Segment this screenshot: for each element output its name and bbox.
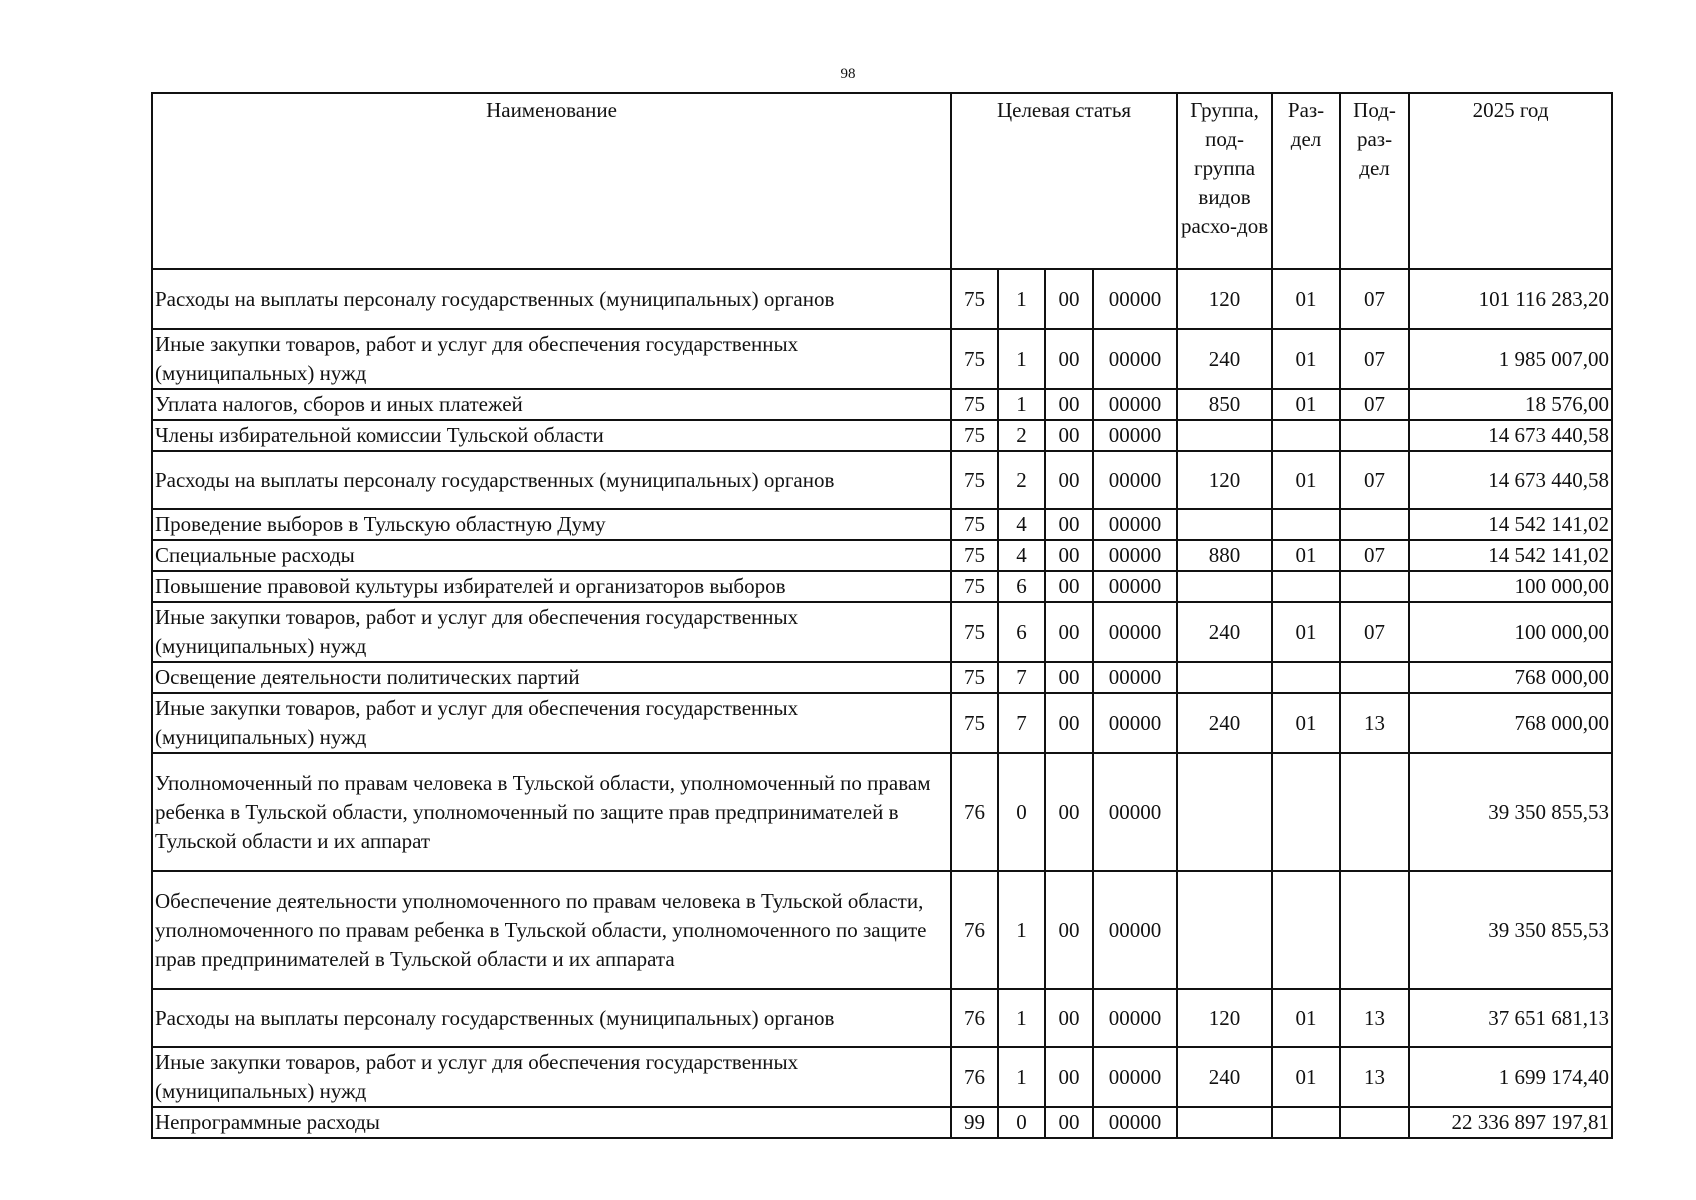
subsection-cell: 07 — [1340, 602, 1409, 662]
target-direction-cell: 00000 — [1093, 451, 1177, 509]
target-main-event-cell: 00 — [1045, 602, 1093, 662]
table-row — [152, 693, 1612, 753]
target-subprogram-cell: 1 — [998, 269, 1045, 329]
target-main-event-cell: 00 — [1045, 269, 1093, 329]
table-row — [152, 540, 1612, 571]
amount-cell: 39 350 855,53 — [1409, 753, 1612, 871]
target-program-cell: 75 — [951, 662, 998, 693]
expense-group-cell: 120 — [1177, 451, 1272, 509]
amount-cell: 14 542 141,02 — [1409, 540, 1612, 571]
expense-group-cell: 850 — [1177, 389, 1272, 420]
amount-cell: 14 673 440,58 — [1409, 420, 1612, 451]
expense-group-cell: 120 — [1177, 989, 1272, 1047]
target-program-cell: 75 — [951, 571, 998, 602]
subsection-cell — [1340, 1107, 1409, 1138]
section-cell — [1272, 571, 1340, 602]
target-main-event-cell: 00 — [1045, 989, 1093, 1047]
header-name: Наименование — [152, 93, 951, 269]
target-subprogram-cell: 7 — [998, 662, 1045, 693]
target-program-cell: 75 — [951, 389, 998, 420]
amount-cell: 37 651 681,13 — [1409, 989, 1612, 1047]
target-direction-cell: 00000 — [1093, 509, 1177, 540]
target-program-cell: 76 — [951, 1047, 998, 1107]
target-subprogram-cell: 0 — [998, 1107, 1045, 1138]
expense-group-cell: 120 — [1177, 269, 1272, 329]
target-program-cell: 75 — [951, 269, 998, 329]
target-program-cell: 75 — [951, 540, 998, 571]
target-subprogram-cell: 0 — [998, 753, 1045, 871]
target-main-event-cell: 00 — [1045, 329, 1093, 389]
expense-group-cell: 240 — [1177, 1047, 1272, 1107]
subsection-cell: 07 — [1340, 389, 1409, 420]
amount-cell: 14 542 141,02 — [1409, 509, 1612, 540]
expense-group-cell: 240 — [1177, 329, 1272, 389]
table-row — [152, 1047, 1612, 1107]
amount-cell: 1 985 007,00 — [1409, 329, 1612, 389]
row-name-cell: Иные закупки товаров, работ и услуг для обеспечения государственных (муниципальных) нужд — [152, 693, 951, 753]
row-name-cell: Проведение выборов в Тульскую областную Думу — [152, 509, 951, 540]
table-row — [152, 451, 1612, 509]
target-main-event-cell: 00 — [1045, 1107, 1093, 1138]
target-direction-cell: 00000 — [1093, 389, 1177, 420]
target-main-event-cell: 00 — [1045, 1047, 1093, 1107]
target-program-cell: 75 — [951, 451, 998, 509]
target-subprogram-cell: 6 — [998, 602, 1045, 662]
page-number: 98 — [840, 66, 856, 82]
section-cell — [1272, 662, 1340, 693]
row-name-cell: Специальные расходы — [152, 540, 951, 571]
section-cell: 01 — [1272, 329, 1340, 389]
subsection-cell: 13 — [1340, 989, 1409, 1047]
section-cell: 01 — [1272, 602, 1340, 662]
subsection-cell: 07 — [1340, 451, 1409, 509]
target-main-event-cell: 00 — [1045, 389, 1093, 420]
header-row — [152, 93, 1612, 269]
subsection-cell — [1340, 871, 1409, 989]
target-direction-cell: 00000 — [1093, 753, 1177, 871]
target-direction-cell: 00000 — [1093, 693, 1177, 753]
section-cell — [1272, 871, 1340, 989]
target-subprogram-cell: 1 — [998, 1047, 1045, 1107]
row-name-cell: Повышение правовой культуры избирателей и организаторов выборов — [152, 571, 951, 602]
amount-cell: 100 000,00 — [1409, 571, 1612, 602]
table-row — [152, 753, 1612, 871]
table-row — [152, 871, 1612, 989]
row-name-cell: Иные закупки товаров, работ и услуг для обеспечения государственных (муниципальных) нужд — [152, 602, 951, 662]
amount-cell: 39 350 855,53 — [1409, 871, 1612, 989]
target-program-cell: 75 — [951, 420, 998, 451]
section-cell — [1272, 509, 1340, 540]
subsection-cell — [1340, 662, 1409, 693]
row-name-cell: Уполномоченный по правам человека в Тульской области, уполномоченный по правам ребенка в Тульской области, уполномоченный по защите прав предпринимателей в Тульской области и их аппарат — [152, 753, 951, 871]
expense-group-cell: 240 — [1177, 602, 1272, 662]
target-subprogram-cell: 1 — [998, 989, 1045, 1047]
target-program-cell: 99 — [951, 1107, 998, 1138]
row-name-cell: Иные закупки товаров, работ и услуг для обеспечения государственных (муниципальных) нужд — [152, 1047, 951, 1107]
amount-cell: 768 000,00 — [1409, 662, 1612, 693]
table-row — [152, 989, 1612, 1047]
header-group: Группа, под-группа видов расхо-дов — [1177, 93, 1272, 269]
target-direction-cell: 00000 — [1093, 662, 1177, 693]
target-subprogram-cell: 4 — [998, 509, 1045, 540]
table-row — [152, 602, 1612, 662]
target-subprogram-cell: 4 — [998, 540, 1045, 571]
section-cell: 01 — [1272, 269, 1340, 329]
target-direction-cell: 00000 — [1093, 602, 1177, 662]
row-name-cell: Расходы на выплаты персоналу государственных (муниципальных) органов — [152, 269, 951, 329]
expense-group-cell — [1177, 420, 1272, 451]
target-subprogram-cell: 1 — [998, 329, 1045, 389]
row-name-cell: Иные закупки товаров, работ и услуг для обеспечения государственных (муниципальных) нужд — [152, 329, 951, 389]
section-cell — [1272, 1107, 1340, 1138]
target-subprogram-cell: 2 — [998, 451, 1045, 509]
subsection-cell — [1340, 509, 1409, 540]
amount-cell: 768 000,00 — [1409, 693, 1612, 753]
target-program-cell: 76 — [951, 989, 998, 1047]
header-target: Целевая статья — [951, 93, 1177, 269]
amount-cell: 100 000,00 — [1409, 602, 1612, 662]
budget-table — [151, 92, 1613, 1139]
target-main-event-cell: 00 — [1045, 540, 1093, 571]
target-direction-cell: 00000 — [1093, 540, 1177, 571]
table-row — [152, 1107, 1612, 1138]
row-name-cell: Расходы на выплаты персоналу государственных (муниципальных) органов — [152, 451, 951, 509]
amount-cell: 14 673 440,58 — [1409, 451, 1612, 509]
target-main-event-cell: 00 — [1045, 753, 1093, 871]
subsection-cell — [1340, 571, 1409, 602]
target-direction-cell: 00000 — [1093, 571, 1177, 602]
expense-group-cell — [1177, 662, 1272, 693]
row-name-cell: Члены избирательной комиссии Тульской области — [152, 420, 951, 451]
amount-cell: 22 336 897 197,81 — [1409, 1107, 1612, 1138]
target-subprogram-cell: 7 — [998, 693, 1045, 753]
section-cell — [1272, 753, 1340, 871]
target-program-cell: 76 — [951, 753, 998, 871]
row-name-cell: Уплата налогов, сборов и иных платежей — [152, 389, 951, 420]
subsection-cell: 13 — [1340, 693, 1409, 753]
amount-cell: 101 116 283,20 — [1409, 269, 1612, 329]
header-subsection: Под-раз-дел — [1340, 93, 1409, 269]
target-main-event-cell: 00 — [1045, 509, 1093, 540]
header-year: 2025 год — [1409, 93, 1612, 269]
target-direction-cell: 00000 — [1093, 420, 1177, 451]
amount-cell: 18 576,00 — [1409, 389, 1612, 420]
table-row — [152, 420, 1612, 451]
row-name-cell: Непрограммные расходы — [152, 1107, 951, 1138]
section-cell: 01 — [1272, 1047, 1340, 1107]
target-main-event-cell: 00 — [1045, 662, 1093, 693]
target-direction-cell: 00000 — [1093, 1047, 1177, 1107]
target-direction-cell: 00000 — [1093, 989, 1177, 1047]
section-cell: 01 — [1272, 451, 1340, 509]
row-name-cell: Обеспечение деятельности уполномоченного по правам человека в Тульской области, уполномоченного по правам ребенка в Тульской области, уполномоченного по защите прав предпринимателей в Тульской области и их аппарата — [152, 871, 951, 989]
target-main-event-cell: 00 — [1045, 420, 1093, 451]
target-direction-cell: 00000 — [1093, 269, 1177, 329]
expense-group-cell: 880 — [1177, 540, 1272, 571]
target-program-cell: 76 — [951, 871, 998, 989]
target-main-event-cell: 00 — [1045, 451, 1093, 509]
section-cell: 01 — [1272, 693, 1340, 753]
target-direction-cell: 00000 — [1093, 329, 1177, 389]
expense-group-cell — [1177, 753, 1272, 871]
section-cell: 01 — [1272, 389, 1340, 420]
expense-group-cell — [1177, 571, 1272, 602]
target-program-cell: 75 — [951, 602, 998, 662]
subsection-cell: 13 — [1340, 1047, 1409, 1107]
subsection-cell: 07 — [1340, 329, 1409, 389]
subsection-cell — [1340, 753, 1409, 871]
subsection-cell: 07 — [1340, 269, 1409, 329]
table-row — [152, 329, 1612, 389]
expense-group-cell — [1177, 509, 1272, 540]
table-row — [152, 509, 1612, 540]
expense-group-cell: 240 — [1177, 693, 1272, 753]
target-program-cell: 75 — [951, 509, 998, 540]
expense-group-cell — [1177, 871, 1272, 989]
target-subprogram-cell: 1 — [998, 871, 1045, 989]
target-main-event-cell: 00 — [1045, 693, 1093, 753]
table-row — [152, 389, 1612, 420]
target-direction-cell: 00000 — [1093, 871, 1177, 989]
row-name-cell: Расходы на выплаты персоналу государственных (муниципальных) органов — [152, 989, 951, 1047]
table-row — [152, 269, 1612, 329]
target-subprogram-cell: 1 — [998, 389, 1045, 420]
target-direction-cell: 00000 — [1093, 1107, 1177, 1138]
target-main-event-cell: 00 — [1045, 571, 1093, 602]
header-section: Раз-дел — [1272, 93, 1340, 269]
subsection-cell: 07 — [1340, 540, 1409, 571]
target-program-cell: 75 — [951, 693, 998, 753]
expense-group-cell — [1177, 1107, 1272, 1138]
section-cell — [1272, 420, 1340, 451]
table-row — [152, 571, 1612, 602]
table-row — [152, 662, 1612, 693]
section-cell: 01 — [1272, 540, 1340, 571]
target-subprogram-cell: 2 — [998, 420, 1045, 451]
target-program-cell: 75 — [951, 329, 998, 389]
target-main-event-cell: 00 — [1045, 871, 1093, 989]
target-subprogram-cell: 6 — [998, 571, 1045, 602]
section-cell: 01 — [1272, 989, 1340, 1047]
row-name-cell: Освещение деятельности политических партий — [152, 662, 951, 693]
amount-cell: 1 699 174,40 — [1409, 1047, 1612, 1107]
subsection-cell — [1340, 420, 1409, 451]
